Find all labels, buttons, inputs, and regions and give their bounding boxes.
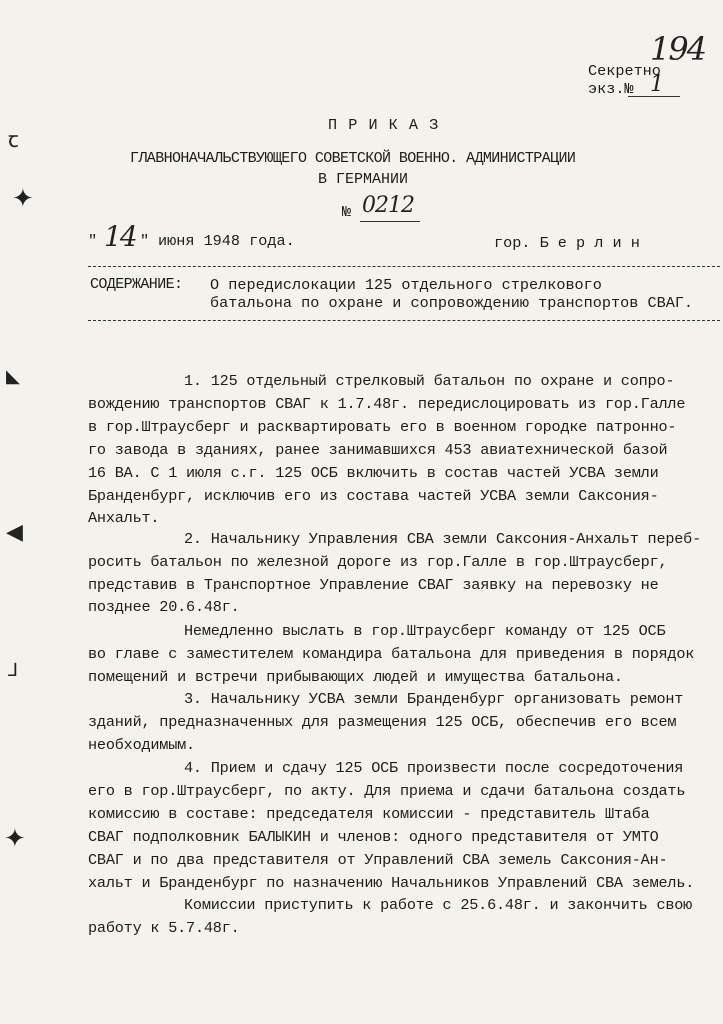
body-line: зданий, предназначенных для размещения 125 ОСБ, обеспечив его всем — [88, 713, 677, 731]
body-line: 3. Начальнику УСВА земли Бранденбург организовать ремонт — [184, 690, 684, 708]
body-line: Немедленно выслать в гор.Штраусберг команду от 125 ОСБ — [184, 622, 666, 640]
body-line: 2. Начальнику Управления СВА земли Саксония-Анхальт переб- — [184, 530, 702, 548]
date-day: 14 — [104, 220, 136, 253]
body-line: 1. 125 отдельный стрелковый батальон по охране и сопро- — [184, 372, 675, 390]
date-close-quote: " — [140, 232, 150, 250]
subject-label: СОДЕРЖАНИЕ: — [90, 276, 183, 293]
order-number-label: № — [342, 203, 352, 221]
date-open-quote: " — [88, 232, 98, 250]
body-line: комиссию в составе: председателя комиссии - представитель Штаба — [88, 805, 650, 823]
subject-line-2: батальона по охране и сопровождению транспортов СВАГ. — [210, 294, 694, 312]
body-line: Комиссии приступить к работе с 25.6.48г. и закончить свою — [184, 896, 693, 914]
issuer-line-2: В ГЕРМАНИИ — [318, 171, 409, 188]
binder-hole-icon: ✦ — [12, 184, 34, 214]
separator-top — [88, 266, 720, 267]
order-number-underline — [360, 221, 420, 222]
body-line: 4. Прием и сдачу 125 ОСБ произвести после сосредоточения — [184, 759, 684, 777]
body-line: го завода в зданиях, ранее занимавшихся 453 авиатехнической базой — [88, 441, 668, 459]
body-line: позднее 20.6.48г. — [88, 598, 240, 616]
margin-mark-icon: ◣ — [6, 366, 20, 387]
body-line: вождению транспортов СВАГ к 1.7.48г. передислоцировать из гор.Галле — [88, 395, 686, 413]
margin-mark-icon: ⅃ — [8, 660, 19, 681]
body-line: во главе с заместителем командира батальона для приведения в порядок — [88, 645, 695, 663]
copy-underline — [628, 96, 680, 97]
body-line: представив в Транспортное Управление СВАГ заявку на перевозку не — [88, 576, 659, 594]
secrecy-stamp: Секретно — [588, 62, 661, 80]
body-line: СВАГ подполковник БАЛЫКИН и членов: одного представителя от УМТО — [88, 828, 659, 846]
separator-bottom — [88, 320, 720, 321]
body-line: росить батальон по железной дороге из гор.Галле в гор.Штраусберг, — [88, 553, 668, 571]
body-line: СВАГ и по два представителя от Управлений СВА земель Саксония-Ан- — [88, 851, 668, 869]
body-line: Бранденбург, исключив его из состава частей УСВА земли Саксония- — [88, 487, 659, 505]
body-line: его в гор.Штраусберг, по акту. Для приема и сдачи батальона создать — [88, 782, 686, 800]
order-number: 0212 — [362, 193, 414, 218]
body-line: работу к 5.7.48г. — [88, 919, 240, 937]
margin-mark-icon: ꞇ — [8, 128, 19, 153]
body-line: Анхальт. — [88, 509, 160, 527]
subject-line-1: О передислокации 125 отдельного стрелкового — [210, 276, 602, 294]
copy-number: 1 — [650, 72, 664, 97]
date-city: гор. Б е р л и н — [494, 234, 640, 252]
body-line: 16 ВА. С 1 июля с.г. 125 ОСБ включить в состав частей УСВА земли — [88, 464, 659, 482]
date-text: июня 1948 года. — [158, 232, 295, 250]
binder-hole-icon: ◀ — [6, 520, 23, 545]
body-line: необходимым. — [88, 736, 195, 754]
body-line: в гор.Штраусберг и расквартировать его в военном городке патронно- — [88, 418, 677, 436]
issuer-line-1: ГЛАВНОНАЧАЛЬСТВУЮЩЕГО СОВЕТСКОЙ ВОЕННО. АДМИНИСТРАЦИИ — [130, 150, 576, 167]
body-line: помещений и встречи прибывающих людей и имущества батальона. — [88, 668, 623, 686]
body-line: хальт и Бранденбург по назначению Начальников Управлений СВА земель. — [88, 874, 695, 892]
copy-label: экз.№ — [588, 80, 634, 98]
order-title: П Р И К А З — [328, 116, 440, 134]
binder-hole-icon: ✦ — [4, 824, 26, 854]
page-number: 194 — [650, 30, 706, 68]
